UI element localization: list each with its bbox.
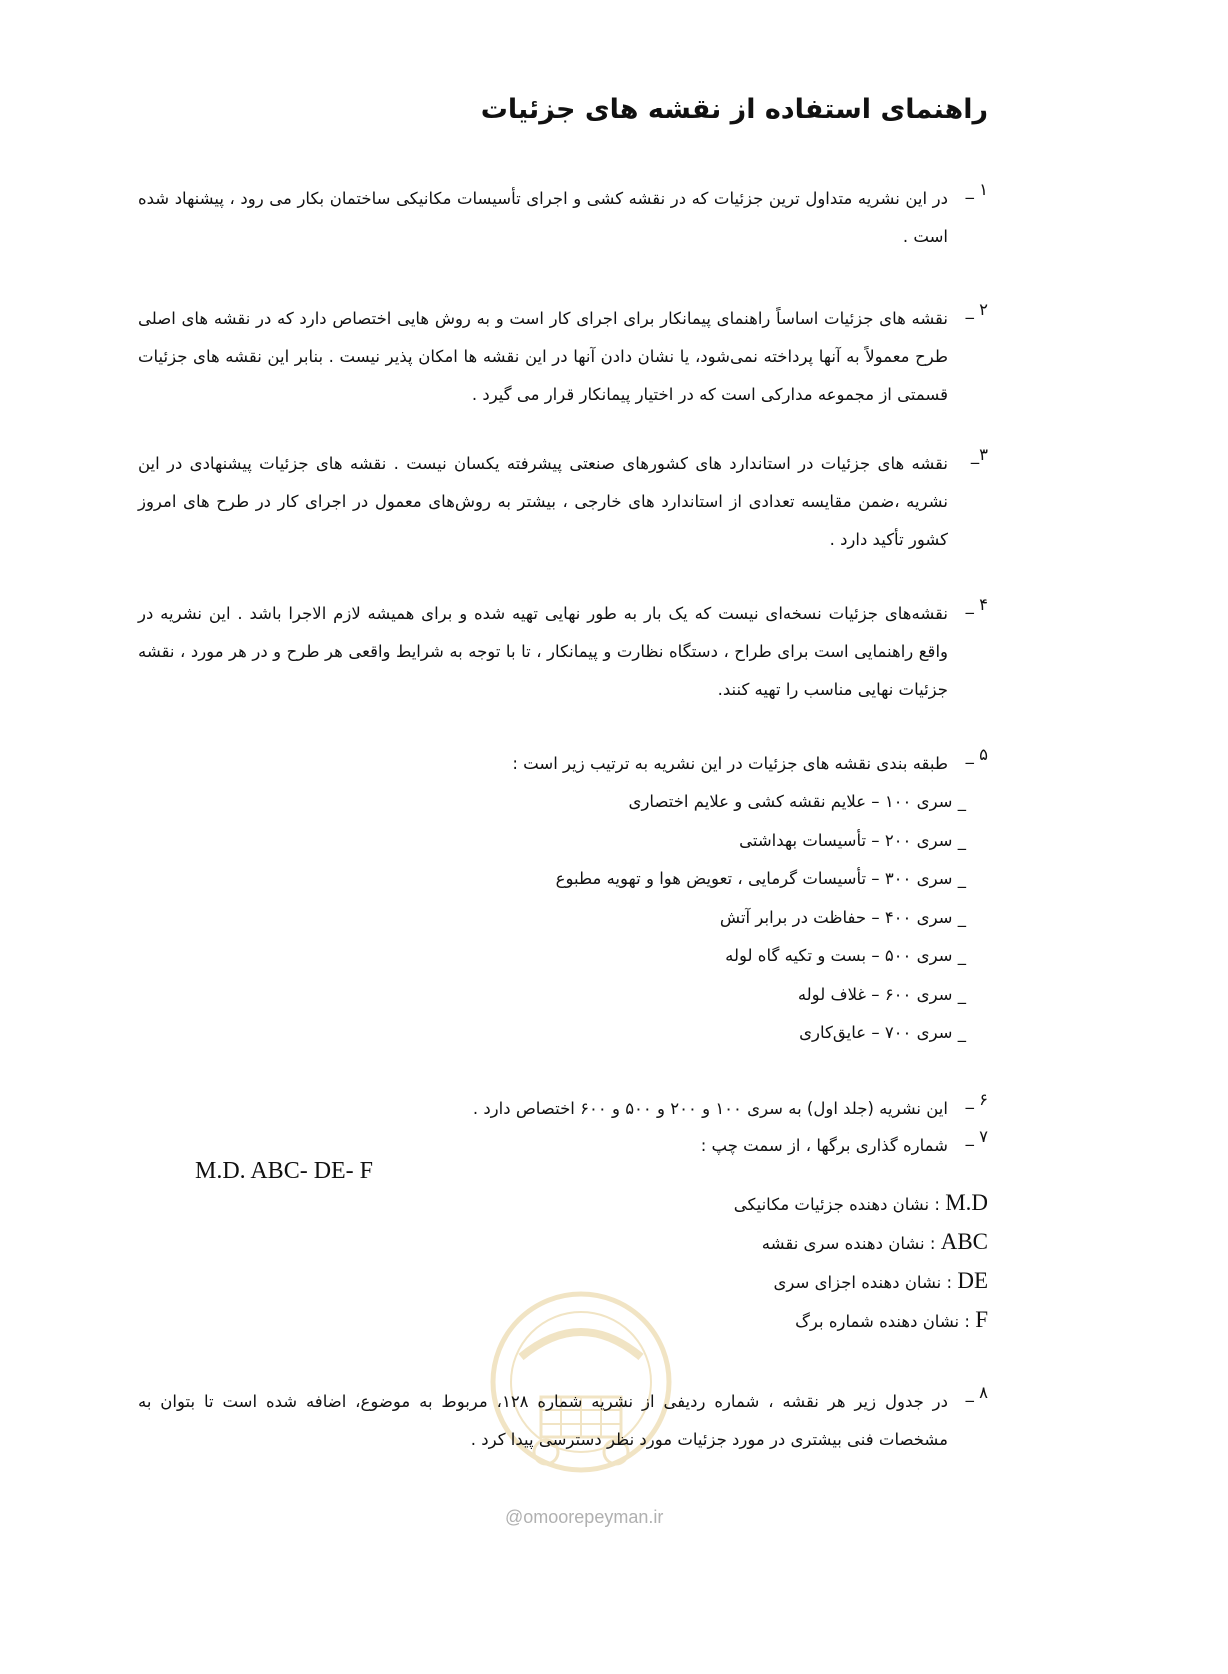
- legend-code: M.D: [945, 1190, 988, 1215]
- item-number: ۱ _: [965, 180, 988, 199]
- series-item: _ سری ۷۰۰ – عایق‌کاری: [799, 1023, 966, 1042]
- list-item: [138, 300, 988, 414]
- legend-row: [288, 1222, 988, 1261]
- legend-text: : نشان دهنده اجزای سری: [773, 1273, 958, 1292]
- list-item: [138, 595, 988, 709]
- item-number: ۳_: [970, 445, 988, 464]
- list-item: [138, 745, 988, 783]
- list-item: [138, 180, 988, 256]
- legend-code: DE: [957, 1268, 988, 1293]
- list-item: [138, 1383, 988, 1459]
- item-number: ۶ _: [965, 1090, 988, 1109]
- legend-text: : نشان دهنده سری نقشه: [761, 1234, 941, 1253]
- legend-code: F: [975, 1307, 988, 1332]
- item-number: ۵ _: [965, 745, 988, 764]
- item-number: ۴ _: [965, 595, 988, 614]
- legend-text: : نشان دهنده جزئیات مکانیکی: [733, 1195, 946, 1214]
- list-item: [138, 1090, 988, 1128]
- series-item: _ سری ۴۰۰ – حفاظت در برابر آتش: [719, 907, 966, 927]
- item-text: در این نشریه متداول ترین جزئیات که در نقشه کشی و اجرای تأسیسات مکانیکی ساختمان بکار می رود ، پیشنهاد شده است .: [138, 189, 948, 246]
- item-text: نقشه های جزئیات در استاندارد های کشورهای صنعتی پیشرفته یکسان نیست . نقشه های جزئیات پیشنهادی در این نشریه ،ضمن مقایسه تعدادی از استاندارد های خارجی ، بیشتر به روش‌های معمول در اجرای کار در طرح های امروز کشور تأکید دارد .: [138, 454, 948, 549]
- legend-row: [288, 1261, 988, 1300]
- legend-text: : نشان دهنده شماره برگ: [795, 1312, 976, 1331]
- list-item: [138, 445, 988, 559]
- series-item: _ سری ۵۰۰ – بست و تکیه گاه لوله: [725, 946, 966, 965]
- item-number: ۸ _: [965, 1383, 988, 1402]
- sheet-code-format: M.D. ABC- DE- F: [195, 1158, 374, 1184]
- series-item: _ سری ۳۰۰ – تأسیسات گرمایی ، تعویض هوا و تهویه مطبوع: [555, 869, 966, 888]
- series-list: [366, 783, 966, 1053]
- item-number: ۷ _: [965, 1127, 988, 1146]
- watermark-text: @omoorepeyman.ir: [505, 1507, 664, 1527]
- series-item: _ سری ۱۰۰ – علایم نقشه کشی و علایم اختصاری: [628, 792, 966, 811]
- item-text: در جدول زیر هر نقشه ، شماره ردیفی از نشریه شماره ۱۲۸، مربوط به موضوع، اضافه شده است تا بتوان به مشخصات فنی بیشتری در مورد جزئیات مورد نظر دسترسی پیدا کرد .: [138, 1392, 948, 1449]
- item-text: نقشه‌های جزئیات نسخه‌ای نیست که یک بار به طور نهایی تهیه شده و برای همیشه لازم الاجرا باشد . این نشریه در واقع راهنمایی است برای طراح ، دستگاه نظارت و پیمانکار ، تا با توجه به شرایط واقعی هر طرح و در هر مورد ، نقشه جزئیات نهایی مناسب را تهیه کنند.: [138, 604, 948, 699]
- series-item: _ سری ۶۰۰ – غلاف لوله: [797, 984, 966, 1004]
- item-text: طبقه بندی نقشه های جزئیات در این نشریه به ترتیب زیر است :: [512, 754, 948, 773]
- series-item: _ سری ۲۰۰ – تأسیسات بهداشتی: [739, 830, 966, 850]
- legend-code: ABC: [940, 1229, 988, 1254]
- legend-row: [288, 1183, 988, 1222]
- legend-row: [288, 1300, 988, 1339]
- item-text: شماره گذاری برگها ، از سمت چپ :: [700, 1136, 948, 1155]
- code-legend: [288, 1183, 988, 1339]
- item-text: این نشریه (جلد اول) به سری ۱۰۰ و ۲۰۰ و ۵۰۰ و ۶۰۰ اختصاص دارد .: [472, 1099, 948, 1118]
- item-number: ۲ _: [965, 300, 988, 319]
- item-text: نقشه های جزئیات اساساً راهنمای پیمانکار برای اجرای کار است و به روش هایی اختصاص دارد که در نقشه های اصلی طرح معمولاً به آنها پرداخته نمی‌شود، یا نشان دادن آنها در این نقشه ها امکان پذیر نیست . بنابر این نقشه های جزئیات قسمتی از مجموعه مدارکی است که در اختیار پیمانکار قرار می گیرد .: [138, 309, 948, 404]
- page-title: راهنمای استفاده از نقشه های جزئیات: [480, 94, 988, 125]
